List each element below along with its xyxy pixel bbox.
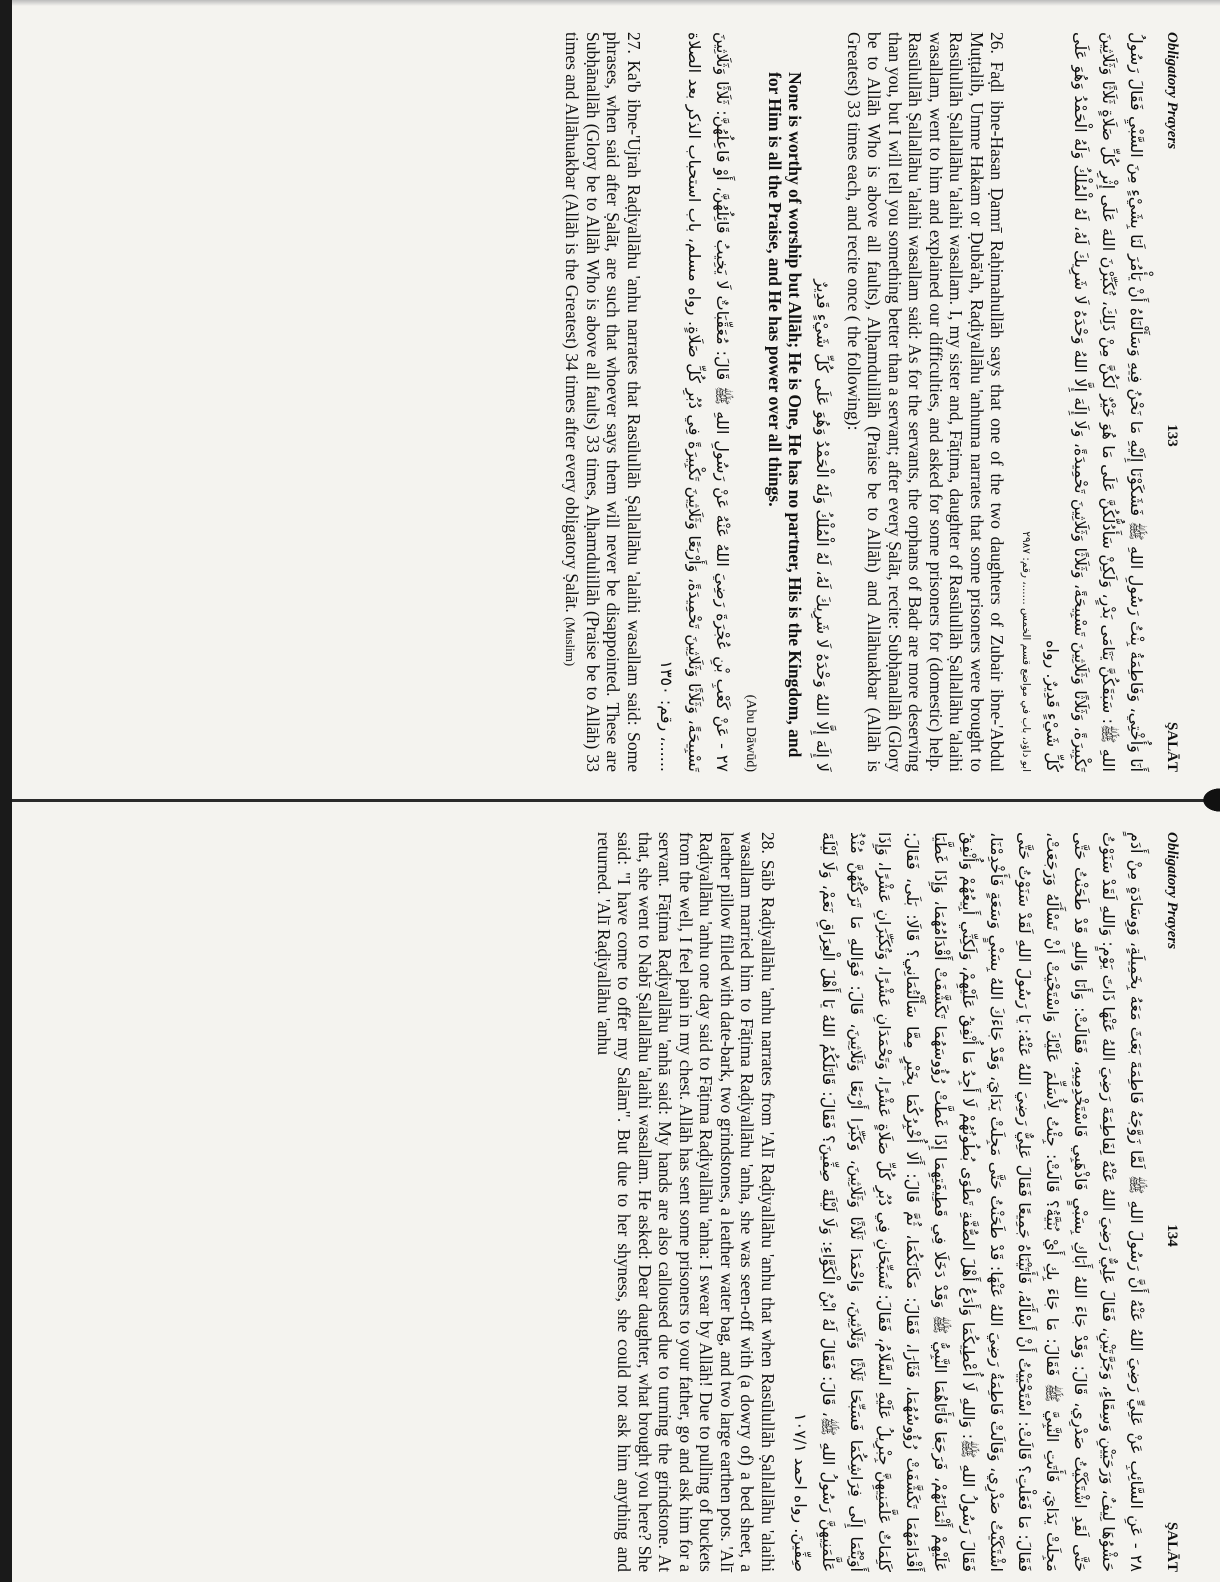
arabic-reference-26: ابو داؤد، باب في مواضع قسم الخمس ......، رقم: ٢٩٨٧ — [1020, 531, 1032, 772]
page-fold-line — [12, 799, 1220, 802]
fold-notch — [1194, 782, 1220, 818]
page-number: 133 — [1164, 424, 1180, 447]
page-header — [1154, 32, 1182, 772]
scan-top-edge — [12, 0, 1220, 6]
english-paragraph-27 — [560, 32, 644, 772]
source-26: (Abu Dāwūd) — [743, 694, 759, 772]
source-27: (Muslim) — [563, 617, 579, 667]
page-134 — [32, 822, 1182, 1582]
arabic-kalima: لَا إِلَهَ إِلَّا اللهُ وَحْدَهُ لَا شَرِيكَ لَهُ، لَهُ الْمُلْكُ وَلَهُ الْحَمْدُ وَهُوَ عَلَى كُلِّ شَيْءٍ قَدِيرٌ — [813, 279, 833, 772]
page-133 — [32, 22, 1182, 782]
header-chapter-right: Obligatory Prayers — [1164, 32, 1180, 150]
arabic-hadith-27: ٢٧ - عَنْ كَعْبِ بْنِ عُجْرَةَ رَضِيَ اللهُ عَنْهُ عَنْ رَسُولِ اللهِ ﷺ قَالَ: مُعَقِّبَاتٌ لَا يَخِيبُ قَائِلُهُنَّ، أَوْ فَاعِلُهُنَّ: ثَلَاثًا وَثَلَاثِينَ تَسْبِيحَةً، وَثَلَاثًا وَثَلَاثِينَ تَحْمِيدَةً، وَأَرْبَعًا وَثَلَاثِينَ تَكْبِيرَةً فِي دُبُرِ كُلِّ صَلَاةٍ. رواه مسلم، باب استحباب الذكر بعد الصلاة ......، رقم: ١٣٥٠ — [657, 32, 732, 772]
arabic-hadith-28: ٢٨ - عَنِ السَّائِبِ عَنْ عَلِيٍّ رَضِيَ اللهُ عَنْهُ أَنَّ رَسُولَ اللهِ ﷺ لَمَّا زَوَّجَهُ فَاطِمَةَ بَعَثَ مَعَهُ بِخَمِيلَةٍ، وَوِسَادَةٍ مِنْ أَدَمٍ حَشْوُهَا لِيفٌ، وَرَحَيَيْنِ وَسِقَاءٍ، وَجَرَّتَيْنِ، فَقَالَ عَلِيٌّ رَضِيَ اللهُ عَنْهُ لِفَاطِمَةَ رَضِيَ اللهُ عَنْهَا ذَاتَ يَوْمٍ: وَاللهِ لَقَدْ سَنَوْتُ حَتَّى لَقَدِ اشْتَكَيْتُ صَدْرِي، قَالَ: وَقَدْ جَاءَ اللهُ أَبَاكِ بِسَبْيٍ فَاذْهَبِي فَاسْتَخْدِمِيهِ، فَقَالَتْ: وَأَنَا وَاللهِ قَدْ طَحَنْتُ حَتَّى مَجِلَتْ يَدَايَ، فَأَتَتِ النَّبِيَّ ﷺ فَقَالَ: مَا جَاءَ بِكِ أَيْ بُنَيَّةُ؟ قَالَتْ: جِئْتُ لِأُسَلِّمَ عَلَيْكَ وَاسْتَحْيَتْ أَنْ تَسْأَلَهُ وَرَجَعَتْ، فَقَالَ: مَا فَعَلْتِ؟ قَالَتْ: اسْتَحْيَيْتُ أَنْ أَسْأَلَهُ، فَأَتَيْنَاهُ جَمِيعًا فَقَالَ عَلِيٌّ رَضِيَ اللهُ عَنْهُ: يَا رَسُولَ اللهِ لَقَدْ سَنَوْتُ حَتَّى اشْتَكَيْتُ صَدْرِي، وَقَالَتْ فَاطِمَةُ رَضِيَ اللهُ عَنْهَا: قَدْ طَحَنْتُ حَتَّى مَجِلَتْ يَدَايَ، وَقَدْ جَاءَكَ اللهُ بِسَبْيٍ وَسَعَةٍ فَأَخْدِمْنَا، فَقَالَ رَسُولُ اللهِ ﷺ: وَاللهِ لَا أُعْطِيكُمَا وَأَدَعُ أَهْلَ الصُّفَّةِ تَطْوَى بُطُونُهُمْ لَا أَجِدُ مَا أُنْفِقُ عَلَيْهِمْ، وَلَكِنِّي أَبِيعُهُمْ وَأُنْفِقُ عَلَيْهِمْ أَثْمَانَهُمْ، فَرَجَعَا فَأَتَاهُمَا النَّبِيُّ ﷺ وَقَدْ دَخَلَا فِي قَطِيفَتِهِمَا إِذَا غَطَّتْ رُؤُوسَهُمَا تَكَشَّفَتْ أَقْدَامُهُمَا، وَإِذَا غَطَّيَا أَقْدَامَهُمَا تَكَشَّفَتْ رُؤُوسُهُمَا، فَثَارَا، فَقَالَ: مَكَانَكُمَا، ثُمَّ قَالَ: أَلَا أُخْبِرُكُمَا بِخَيْرٍ مِمَّا سَأَلْتُمَانِي؟ قَالَا: بَلَى، فَقَالَ: كَلِمَاتٌ عَلَّمَنِيهِنَّ جِبْرِيلُ عَلَيْهِ السَّلَامُ، فَقَالَ: تُسَبِّحَانِ فِي دُبُرِ كُلِّ صَلَاةٍ عَشْرًا، وَتَحْمَدَانِ عَشْرًا، وَتُكَبِّرَانِ عَشْرًا، وَإِذَا أَوَيْتُمَا إِلَى فِرَاشِكُمَا فَسَبِّحَا ثَلَاثًا وَثَلَاثِينَ، وَاحْمَدَا ثَلَاثًا وَثَلَاثِينَ، وَكَبِّرَا أَرْبَعًا وَثَلَاثِينَ، قَالَ: فَوَاللهِ مَا تَرَكْتُهُنَّ مُنْذُ عَلَّمَنِيهِنَّ رَسُولُ اللهِ ﷺ، قَالَ: فَقَالَ لَهُ ابْنُ الْكَوَّاءِ: وَلَا لَيْلَةَ صِفِّينَ؟ فَقَالَ: قَاتَلَكُمُ اللهُ يَا أَهْلَ الْعِرَاقِ نَعَمْ، وَلَا لَيْلَةَ صِفِّينَ. رواه احمد ١٠٧/١ — [791, 832, 1146, 1572]
page-header — [1154, 832, 1182, 1572]
english-paragraph-28: 28. Sāib Raḍiyallāhu 'anhu narrates from 'Alī Raḍiyallāhu 'anhu that when Rasūlullāh Ṣallallāhu 'alaihi wasallam married him to Fāṭima Raḍiyallāhu 'anha, she was seen-off with (a dowry of) a bed sheet, a leather pillow filled with date-bark, two grindstones, a leather water bag, and two large earthen pots. 'Alī Raḍiyallāhu 'anhu one day said to Fāṭima Raḍiyallāhu 'anha: I swear by Allāh! Due to pulling of buckets from the well, I feel pain in my chest. Allāh has sent some prisoners to your father, go and ask him for a servant. Fāṭima Raḍiyallāhu 'anhā said: My hands are also calloused due to turning the grindstone. At that, she went to Nabī Ṣallallāhu 'alaihi wasallam. He asked: Dear daughter, what brought you here? She said: "I have come to offer my Salām". But due to her shyness, she could not ask him anything and returned. 'Alī Raḍiyallāhu 'anhu — [594, 832, 778, 1572]
header-chapter-left: ŞALĀT — [1164, 721, 1180, 772]
header-chapter-left: ŞALĀT — [1164, 1521, 1180, 1572]
arabic-hadith-26-end: أَنَا وَأُخْتِي، وَفَاطِمَةُ بِنْتُ رَسُولِ اللهِ ﷺ فَشَكَوْنَا إِلَيْهِ مَا نَحْنُ فِيهِ وَسَأَلْنَاهُ أَنْ يَأْمُرَ لَنَا بِشَيْءٍ مِنَ السَّبْيِ فَقَالَ رَسُولُ اللهِ ﷺ: سَبَقَكُنَّ يَتَامَى بَدْرٍ، وَلَكِنْ سَأَدُلُّكُنَّ عَلَى مَا هُوَ خَيْرٌ لَكُنَّ مِنْ ذَلِكَ، تُكَبِّرْنَ اللهَ عَلَى إِثْرِ كُلِّ صَلَاةٍ ثَلَاثًا وَثَلَاثِينَ تَكْبِيرَةً، وَثَلَاثًا وَثَلَاثِينَ تَسْبِيحَةً، وَثَلَاثًا وَثَلَاثِينَ تَحْمِيدَةً، وَلَا إِلَهَ إِلَّا اللهُ وَحْدَهُ لَا شَرِيكَ لَهُ، لَهُ الْمُلْكُ وَلَهُ الْحَمْدُ وَهُوَ عَلَى كُلِّ شَيْءٍ قَدِيرٌ. رواه — [1043, 32, 1146, 772]
bold-translation: None is worthy of worship but Allāh; He is One, He has no partner, His is the Kingdom, and for Him is all the Praise, and He has power over all things. — [765, 72, 806, 758]
english-paragraph-27-text: 27. Ka'b ibne-'Ujrah Raḍiyallāhu 'anhu narrates that Rasūlullāh Ṣallallāhu 'alaihi wasallam said: Some phrases, when said after Ṣalāt, are such that whoever says them will never be disappointed. These are Subḥānallāh (Glory be to Allāh Who is above all faults) 33 times, Alḥamdulillāh (Praise be to Allāh) 33 times and Allāhuakbar (Allāh is the Greatest) 34 times after every obligatory Ṣalāt. — [562, 32, 644, 772]
binding-strip — [0, 0, 12, 1582]
page-number: 134 — [1164, 1224, 1180, 1247]
header-chapter-right: Obligatory Prayers — [1164, 832, 1180, 950]
english-paragraph-26: 26. Faḍl ibne-Hasan Ḍamrī Raḥimahullāh says that one of the two daughters of Zubair ibne-'Abdul Muṭṭalib, Umme Hakam or Ḍubā'ah, Raḍiyallāhu 'anhuma narrates that some prisoners were brought to Rasūlullāh Ṣallallāhu 'alaihi wasallam. I, my sister and, Fāṭima, daughter of Rasūlullāh Ṣallallāhu 'alaihi wasallam, went to him and explained our difficulties, and asked for some prisoners for (domestic) help. Rasūlullāh Ṣallallāhu 'alaihi wasallam said: As for the servants, the orphans of Badr are more deserving than you, but I will tell you something better than a servant; after every Ṣalāt, recite: Subḥānallāh (Glory be to Allāh Who is above all faults), Alḥamdulillāh (Praise be to Allāh) and Allāhuakbar (Allāh is Greatest) 33 times each, and recite once ( the following): — [844, 32, 1008, 772]
